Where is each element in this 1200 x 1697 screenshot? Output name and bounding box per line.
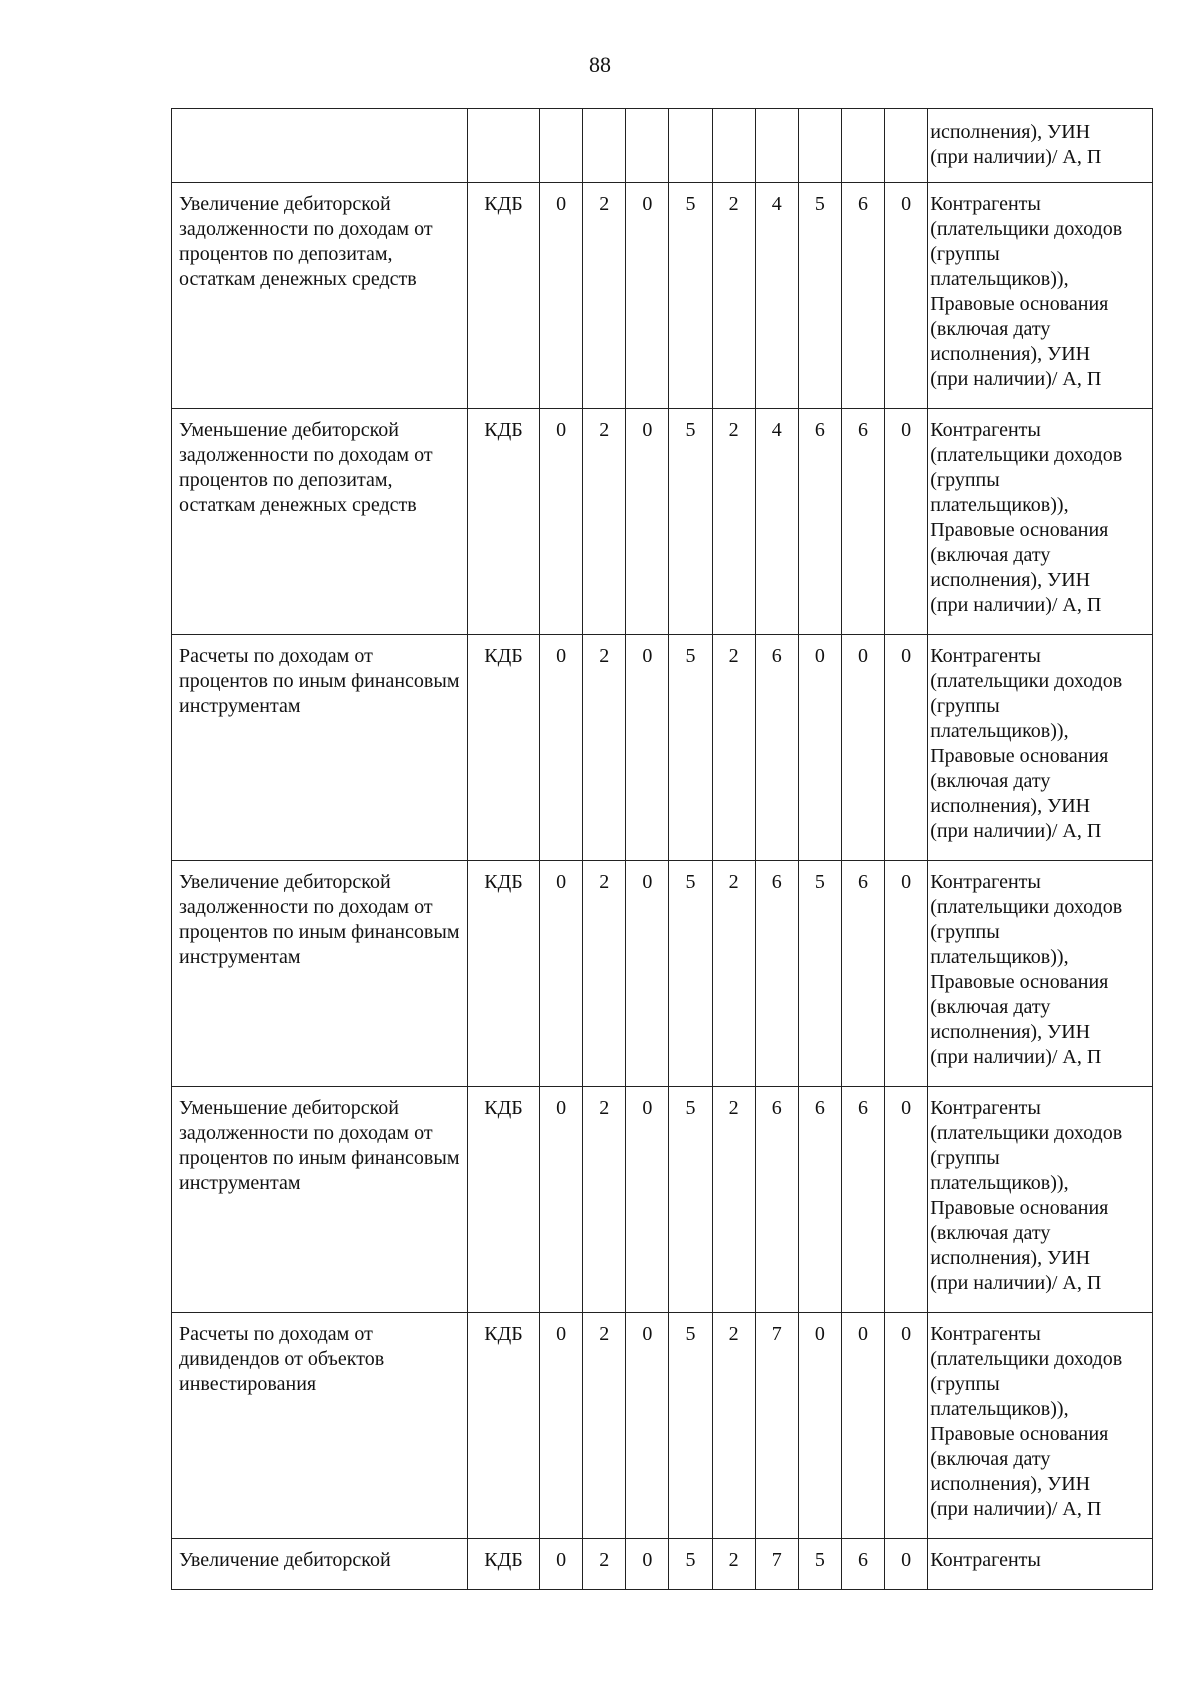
account-digit: 5 <box>798 183 841 409</box>
table-row-continued <box>172 109 1153 183</box>
account-digit: 5 <box>669 1313 712 1539</box>
analytics-description: исполнения), УИН (при наличии)/ А, П <box>928 109 1153 183</box>
account-name-cell <box>172 109 468 183</box>
account-digit: 0 <box>626 1087 669 1313</box>
account-digit: 6 <box>841 861 884 1087</box>
account-digit: 0 <box>841 635 884 861</box>
table-row <box>172 635 1153 861</box>
account-digit: 0 <box>841 1313 884 1539</box>
account-code-cell <box>467 109 539 183</box>
account-digit: 0 <box>798 1313 841 1539</box>
account-digit: 2 <box>583 1539 626 1590</box>
account-digit: 0 <box>540 861 583 1087</box>
account-digit: 6 <box>798 1087 841 1313</box>
account-digit: 2 <box>712 1539 755 1590</box>
analytics-description: Контрагенты (плательщики доходов (группы плательщиков)), Правовые основания (включая дату исполнения), УИН (при наличии)/ А, П <box>928 635 1153 861</box>
account-digit: 5 <box>669 635 712 861</box>
account-code: КДБ <box>467 409 539 635</box>
account-digit: 0 <box>626 183 669 409</box>
analytics-description: Контрагенты (плательщики доходов (группы плательщиков)), Правовые основания (включая дату исполнения), УИН (при наличии)/ А, П <box>928 183 1153 409</box>
table-row <box>172 1539 1153 1590</box>
account-digit: 6 <box>841 409 884 635</box>
account-digit: 2 <box>583 861 626 1087</box>
account-code: КДБ <box>467 1539 539 1590</box>
account-name: Увеличение дебиторской задолженности по доходам от процентов по иным финансовым инструментам <box>172 861 468 1087</box>
table-row <box>172 1087 1153 1313</box>
account-digit: 7 <box>755 1539 798 1590</box>
analytics-description: Контрагенты <box>928 1539 1153 1590</box>
accounts-table <box>171 108 1153 1590</box>
account-digit: 5 <box>669 861 712 1087</box>
account-digit: 0 <box>540 1313 583 1539</box>
account-digit: 2 <box>712 1087 755 1313</box>
account-digit: 5 <box>669 1087 712 1313</box>
analytics-description: Контрагенты (плательщики доходов (группы плательщиков)), Правовые основания (включая дату исполнения), УИН (при наличии)/ А, П <box>928 1313 1153 1539</box>
account-name: Расчеты по доходам от процентов по иным финансовым инструментам <box>172 635 468 861</box>
account-digit: 0 <box>885 409 928 635</box>
account-digit: 6 <box>798 409 841 635</box>
account-code: КДБ <box>467 1087 539 1313</box>
account-digit: 6 <box>755 1087 798 1313</box>
account-digit: 0 <box>798 635 841 861</box>
account-digit: 6 <box>841 1539 884 1590</box>
account-digit: 2 <box>712 861 755 1087</box>
account-digit: 4 <box>755 409 798 635</box>
account-digit: 2 <box>583 183 626 409</box>
account-digit: 2 <box>712 409 755 635</box>
account-code: КДБ <box>467 635 539 861</box>
account-code: КДБ <box>467 861 539 1087</box>
table-row <box>172 409 1153 635</box>
account-digit: 5 <box>669 183 712 409</box>
account-name: Увеличение дебиторской <box>172 1539 468 1590</box>
page-number: 88 <box>589 52 611 77</box>
account-digit: 0 <box>626 1539 669 1590</box>
account-digit: 0 <box>540 183 583 409</box>
account-digit: 0 <box>540 1539 583 1590</box>
account-digit: 0 <box>626 861 669 1087</box>
account-digit: 5 <box>669 1539 712 1590</box>
account-digit: 0 <box>885 183 928 409</box>
account-digit: 0 <box>885 1087 928 1313</box>
account-digit: 6 <box>755 861 798 1087</box>
account-digit: 6 <box>841 183 884 409</box>
analytics-description: Контрагенты (плательщики доходов (группы плательщиков)), Правовые основания (включая дату исполнения), УИН (при наличии)/ А, П <box>928 1087 1153 1313</box>
account-name: Уменьшение дебиторской задолженности по доходам от процентов по депозитам, остаткам денежных средств <box>172 409 468 635</box>
account-digit: 2 <box>583 635 626 861</box>
account-digit: 0 <box>885 635 928 861</box>
analytics-description: Контрагенты (плательщики доходов (группы плательщиков)), Правовые основания (включая дату исполнения), УИН (при наличии)/ А, П <box>928 409 1153 635</box>
account-digit: 2 <box>712 1313 755 1539</box>
account-digit: 7 <box>755 1313 798 1539</box>
account-digit: 0 <box>540 1087 583 1313</box>
account-digit: 2 <box>583 1313 626 1539</box>
account-digit: 4 <box>755 183 798 409</box>
account-digit: 0 <box>626 635 669 861</box>
account-digit: 0 <box>540 409 583 635</box>
account-digit: 6 <box>841 1087 884 1313</box>
table-row <box>172 183 1153 409</box>
account-digit: 2 <box>712 183 755 409</box>
account-name: Расчеты по доходам от дивидендов от объектов инвестирования <box>172 1313 468 1539</box>
account-code: КДБ <box>467 183 539 409</box>
account-name: Увеличение дебиторской задолженности по доходам от процентов по депозитам, остаткам денежных средств <box>172 183 468 409</box>
account-digit: 0 <box>626 409 669 635</box>
account-digit: 5 <box>798 861 841 1087</box>
account-digit: 0 <box>626 1313 669 1539</box>
table-row <box>172 861 1153 1087</box>
account-digit: 0 <box>885 861 928 1087</box>
account-digit: 5 <box>669 409 712 635</box>
account-digit: 2 <box>583 1087 626 1313</box>
account-digit: 2 <box>712 635 755 861</box>
account-digit: 6 <box>755 635 798 861</box>
analytics-description: Контрагенты (плательщики доходов (группы плательщиков)), Правовые основания (включая дату исполнения), УИН (при наличии)/ А, П <box>928 861 1153 1087</box>
account-digit: 5 <box>798 1539 841 1590</box>
account-digit: 2 <box>583 409 626 635</box>
account-name: Уменьшение дебиторской задолженности по доходам от процентов по иным финансовым инструментам <box>172 1087 468 1313</box>
account-digit: 0 <box>885 1313 928 1539</box>
table-row <box>172 1313 1153 1539</box>
account-digit: 0 <box>540 635 583 861</box>
account-code: КДБ <box>467 1313 539 1539</box>
account-digit: 0 <box>885 1539 928 1590</box>
